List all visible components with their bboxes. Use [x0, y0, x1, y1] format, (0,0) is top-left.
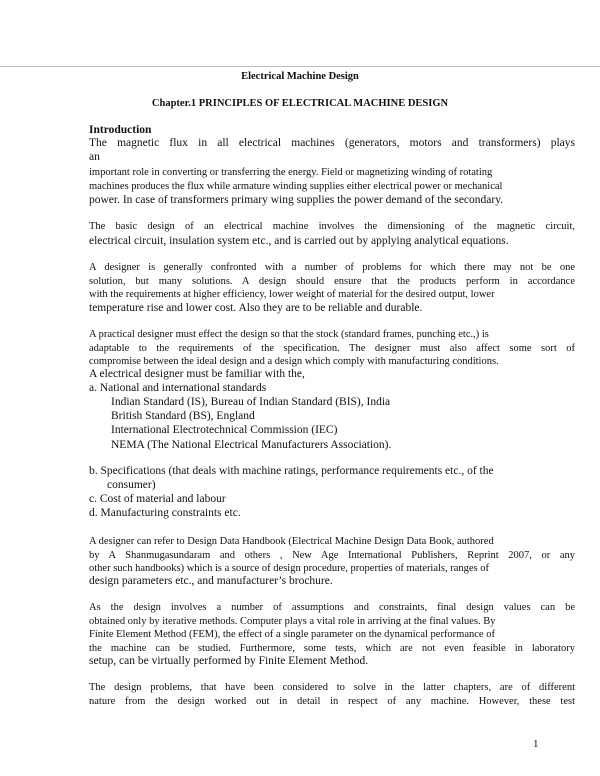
- paragraph-line: Finite Element Method (FEM), the effect of a single parameter on the dynamical performance of: [89, 629, 495, 640]
- paragraph-line: As the design involves a number of assumptions and constraints, final design values can be: [89, 602, 575, 613]
- standard-item: NEMA (The National Electrical Manufacturers Association).: [111, 439, 392, 451]
- list-item-b-cont: consumer): [107, 479, 156, 491]
- paragraph-line: important role in converting or transferring the energy. Field or magnetizing winding of rotating: [89, 167, 493, 178]
- standard-item: British Standard (BS), England: [111, 410, 255, 422]
- paragraph-line: The basic design of an electrical machine involves the dimensioning of the magnetic circuit,: [89, 221, 575, 232]
- paragraph-line: electrical circuit, insulation system etc., and is carried out by applying analytical equations.: [89, 235, 509, 247]
- standard-item: International Electrotechnical Commission (IEC): [111, 424, 338, 436]
- paragraph-line: by A Shanmugasundaram and others , New Age International Publishers, Reprint 2007, or any: [89, 550, 575, 561]
- paragraph-line: with the requirements at higher efficiency, lower weight of material for the desired output, lower: [89, 289, 495, 300]
- paragraph-line: compromise between the ideal design and a design which comply with manufacturing conditions.: [89, 356, 499, 367]
- paragraph-line: setup, can be virtually performed by Finite Element Method.: [89, 655, 369, 667]
- paragraph-line: A electrical designer must be familiar with the,: [89, 368, 305, 380]
- list-item-d: d. Manufacturing constraints etc.: [89, 507, 241, 519]
- paragraph-line: the machine can be studied. Furthermore, some tests, which are not even feasible in laboratory: [89, 643, 575, 654]
- paragraph-line: A practical designer must effect the design so that the stock (standard frames, punching etc.,) is: [89, 329, 489, 340]
- paragraph-line: nature from the design worked out in detail in respect of any machine. However, these test: [89, 696, 575, 707]
- section-heading: Introduction: [89, 124, 152, 136]
- list-item-c: c. Cost of material and labour: [89, 493, 226, 505]
- paragraph-line: power. In case of transformers primary wing supplies the power demand of the secondary.: [89, 194, 504, 206]
- list-item-a: a. National and international standards: [89, 382, 267, 394]
- standard-item: Indian Standard (IS), Bureau of Indian Standard (BIS), India: [111, 396, 391, 408]
- paragraph-line: an: [89, 151, 100, 163]
- paragraph-line: adaptable to the requirements of the specification. The designer must also affect some sort of: [89, 343, 575, 354]
- paragraph-line: temperature rise and lower cost. Also they are to be reliable and durable.: [89, 302, 423, 314]
- page-number: 1: [533, 738, 539, 750]
- paragraph-line: A designer can refer to Design Data Handbook (Electrical Machine Design Data Book, authored: [89, 536, 494, 547]
- paragraph-line: solution, but many solutions. A design should ensure that the products perform in accordance: [89, 276, 575, 287]
- paragraph-line: A designer is generally confronted with a number of problems for which there may not be one: [89, 262, 575, 273]
- page-top-rule: [0, 66, 600, 67]
- paragraph-line: obtained only by iterative methods. Computer plays a vital role in arriving at the final values. By: [89, 616, 496, 627]
- list-item-b: b. Specifications (that deals with machine ratings, performance requirements etc., of the: [89, 465, 494, 477]
- paragraph-line: design parameters etc., and manufacturer’s brochure.: [89, 575, 333, 587]
- paragraph-line: other such handbooks) which is a source of design procedure, properties of materials, ranges of: [89, 563, 490, 574]
- paragraph-line: The magnetic flux in all electrical machines (generators, motors and transformers) plays: [89, 137, 575, 149]
- document-title: Electrical Machine Design: [241, 71, 359, 82]
- paragraph-line: The design problems, that have been considered to solve in the latter chapters, are of different: [89, 682, 575, 693]
- paragraph-line: machines produces the flux while armature winding supplies either electrical power or mechanical: [89, 181, 503, 192]
- chapter-title: Chapter.1 PRINCIPLES OF ELECTRICAL MACHINE DESIGN: [151, 98, 449, 109]
